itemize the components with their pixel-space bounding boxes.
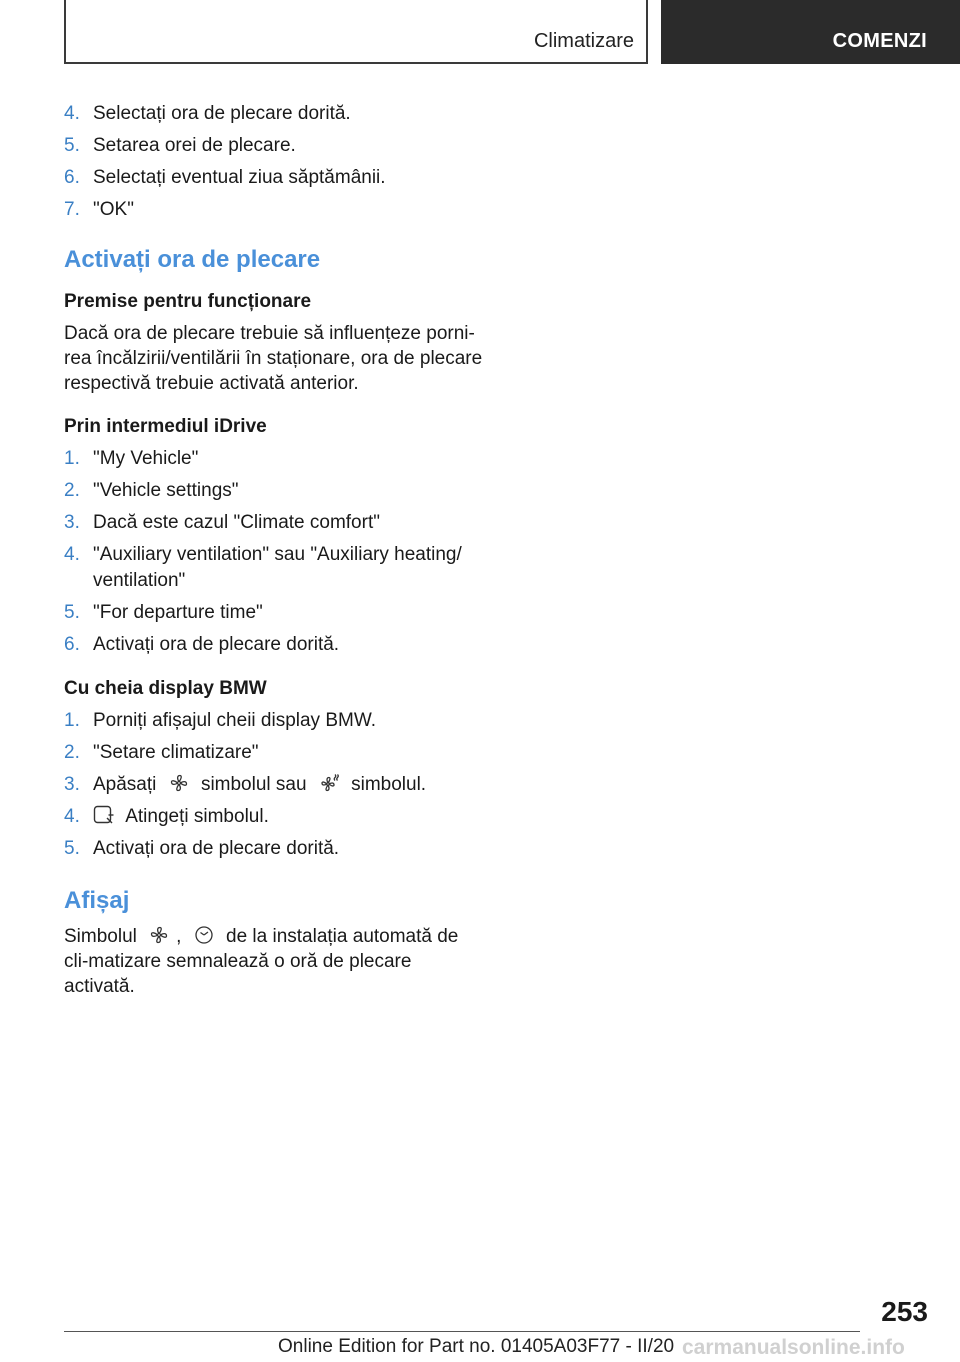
display-text-comma: , [176,926,182,947]
header-tab-box [661,0,960,64]
display-key-heading: Cu cheia display BMW [64,678,267,699]
list-text: "Vehicle settings" [93,480,239,501]
watermark: carmanualsonline.info [682,1336,905,1359]
touch-icon [93,805,115,825]
list-number: 1. [64,710,80,731]
footer-divider [64,1331,860,1332]
list-item [64,478,484,504]
step-text: Atingeți simbolul. [125,806,269,827]
list-text: Activați ora de plecare dorită. [93,634,340,655]
list-number: 2. [64,480,80,501]
list-number: 4. [64,806,80,827]
list-text: "My Vehicle" [93,448,199,469]
list-number: 4. [64,103,80,124]
step-text-pre: Apăsați [93,774,157,795]
display-text-pre: Simbolul [64,926,137,947]
list-item [64,510,484,536]
list-text: "OK" [93,199,134,220]
list-text: Setarea orei de plecare. [93,135,296,156]
list-number: 3. [64,512,80,533]
list-item [64,133,484,159]
idrive-steps-list [64,446,484,658]
fan-icon [168,773,190,793]
list-number: 7. [64,199,80,220]
footer-edition-text: Online Edition for Part no. 01405A03F77 - II/20 [278,1336,675,1357]
display-text [64,924,484,999]
list-item [64,600,484,626]
list-item [64,632,484,658]
list-text [93,804,484,830]
list-item [64,804,484,830]
key-steps-list [64,708,484,862]
heated-fan-icon [318,773,340,793]
list-number: 6. [64,634,80,655]
list-item [64,836,484,862]
list-text: "Auxiliary ventilation" sau "Auxiliary heating/ ventilation" [93,544,462,591]
step-text-mid: simbolul sau [200,774,307,795]
list-text: Porniți afișajul cheii display BMW. [93,710,376,731]
list-number: 1. [64,448,80,469]
prereq-text: Dacă ora de plecare trebuie să influențeze porni-rea încălzirii/ventilării în staționare, ora de plecare respectivă trebuie activată anterior. [64,323,483,394]
list-number: 6. [64,167,80,188]
page-number: 253 [881,1296,928,1327]
list-text: Activați ora de plecare dorită. [93,838,340,859]
list-text: Dacă este cazul "Climate comfort" [93,512,380,533]
list-text: Selectați ora de plecare dorită. [93,103,351,124]
display-heading: Afișaj [64,887,130,914]
list-number: 2. [64,742,80,763]
prereq-heading: Premise pentru funcționare [64,291,312,312]
list-number: 5. [64,135,80,156]
list-item [64,446,484,472]
list-text: "For departure time" [93,602,263,623]
header-tab-label: COMENZI [832,30,927,52]
clock-icon [193,925,215,945]
list-item [64,772,484,798]
step-text-post: simbolul. [351,774,427,795]
fan-icon [148,925,170,945]
list-item [64,708,484,734]
list-item [64,101,484,127]
list-item [64,165,484,191]
list-number: 5. [64,602,80,623]
list-item [64,197,484,223]
display-text-post: de la instalația automată de cli-matizare semnalează o oră de plecare activată. [64,926,459,997]
header-section-box [64,0,648,64]
activate-heading: Activați ora de plecare [64,246,321,273]
page-content [64,101,484,999]
header-section-title: Climatizare [533,30,634,52]
list-item [64,542,484,594]
list-number: 3. [64,774,80,795]
list-item [64,740,484,766]
top-steps-list [64,101,484,223]
list-text [93,772,484,798]
list-text: "Setare climatizare" [93,742,259,763]
list-number: 4. [64,544,80,565]
list-number: 5. [64,838,80,859]
list-text: Selectați eventual ziua săptămânii. [93,167,386,188]
idrive-heading: Prin intermediul iDrive [64,416,267,437]
